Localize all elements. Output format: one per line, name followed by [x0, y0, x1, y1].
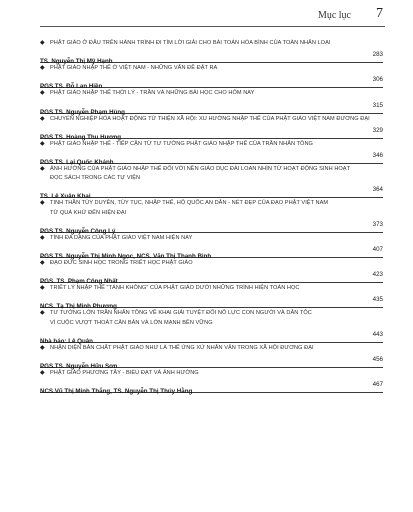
toc-entry-author: PGS.TS. Nguyễn Hữu Sơn	[40, 363, 118, 371]
toc-entry-title	[40, 234, 383, 243]
toc-entry-page-number: 364	[372, 186, 383, 194]
toc-entry[interactable]	[40, 114, 383, 139]
diamond-bullet-icon	[40, 371, 45, 376]
toc-entry-title-line: PHẬT GIÁO Ở ĐÂU TRÊN HÀNH TRÌNH ĐI TÌM LỜI GIẢI CHO BÀI TOÁN HÒA BÌNH CỦA TOÀN NHÂN LOẠI	[50, 40, 331, 46]
toc-entry-title-line: CHUYỂN NGHIỆP HÓA HOẠT ĐỘNG TỪ THIỆN XÃ HỘI: XU HƯỚNG NHẬP THẾ CỦA PHẬT GIÁO VIỆT NAM ĐƯƠNG ĐẠI	[50, 115, 370, 122]
toc-entry[interactable]	[40, 139, 383, 167]
toc-entry-title	[40, 284, 383, 293]
toc-entry-title-line: TINH THẦN TÙY DUYÊN, TÙY TỤC, NHẬP THẾ, HỘ QUỐC AN DÂN - NÉT ĐẸP CỦA ĐẠO PHẬT VIỆT NAM	[50, 200, 329, 207]
toc-entry-title-line: ĐẠO ĐỨC SINH HỌC TRONG TRIẾT HỌC PHẬT GIÁO	[50, 260, 193, 267]
diamond-bullet-icon	[40, 261, 45, 266]
diamond-bullet-icon	[40, 142, 45, 147]
toc-entry-author-row	[40, 101, 383, 116]
toc-entry-author: PGS.TS. Lại Quốc Khánh	[40, 159, 114, 167]
toc-entry-title	[40, 199, 383, 217]
toc-entry-title-line: PHẬT GIÁO NHẬP THẾ - TIẾP CẬN TỪ TƯ TƯỞNG PHẬT GIÁO NHẬP THẾ CỦA TRẦN NHÂN TÔNG	[50, 140, 313, 147]
toc-entry-author-row	[40, 50, 383, 66]
toc-entry-title-line: NHẬN DIỆN BẢN CHẤT PHẬT GIÁO NHƯ LÀ THẾ ỨNG XỬ NHÂN VĂN TRONG XÃ HỘI ĐƯƠNG ĐẠI	[50, 344, 314, 351]
toc-entry-author-row	[40, 126, 383, 141]
toc-entry-author-row	[40, 75, 383, 91]
toc-entry[interactable]	[40, 198, 383, 235]
table-of-contents	[40, 38, 383, 396]
diamond-bullet-icon	[40, 311, 45, 316]
page-number: 7	[376, 6, 383, 21]
toc-entry-title-line: ĐỌC SÁCH TRONG CÁC TỰ VIỆN	[50, 175, 141, 182]
toc-entry-author: NCS. Tạ Thị Minh Phương	[40, 303, 117, 311]
toc-entry[interactable]	[40, 283, 383, 311]
toc-entry[interactable]	[40, 88, 383, 116]
toc-entry-author: Nhà báo: Lê Quân	[40, 337, 93, 345]
toc-entry-author: PGS.TS. Nguyễn Công Lý	[40, 227, 116, 235]
toc-entry-author-row	[40, 380, 383, 396]
toc-entry-page-number: 346	[372, 152, 383, 160]
toc-entry-title	[40, 259, 383, 268]
toc-entry-author: TS. Lê Xuân Khai	[40, 193, 91, 201]
toc-entry-title	[40, 369, 383, 378]
toc-entry[interactable]	[40, 63, 383, 91]
toc-entry-title-line: TƯ TƯỞNG LỚN TRẦN NHÂN TÔNG VỀ KHAI GIẢI TUYỆT ĐỐI NỖ LỰC CON NGƯỜI VÀ DÂN TỘC	[50, 310, 312, 317]
toc-entry-author-row	[40, 151, 383, 167]
toc-entry-author: TS. Nguyễn Thị Mỹ Hạnh	[40, 58, 113, 66]
diamond-bullet-icon	[40, 286, 45, 291]
toc-entry-page-number: 407	[372, 246, 383, 254]
toc-entry-title-line: ẢNH HƯỞNG CỦA PHẬT GIÁO NHẬP THẾ ĐỐI VỚI NỀN GIÁO DỤC ĐÀI LOAN NHÌN TỪ HOẠT ĐỘNG SINH HOẠT	[50, 166, 351, 173]
toc-entry-title-line: TRIẾT LÝ NHẬP THẾ "TÁNH KHÔNG" CỦA PHẬT GIÁO DƯỚI NHỮNG TRÌNH HIỆN TOÁN HỌC	[50, 285, 300, 292]
diamond-bullet-icon	[40, 41, 45, 46]
section-title: Mục lục	[317, 10, 351, 21]
toc-entry[interactable]	[40, 368, 383, 396]
toc-entry-author-row	[40, 185, 383, 201]
toc-entry-title	[40, 89, 383, 98]
toc-entry-title-line: TỪ QUÁ KHỨ ĐẾN HIỆN ĐẠI	[50, 209, 127, 216]
toc-entry-title-line: PHẬT GIÁO NHẬP THẾ Ở VIỆT NAM - NHỮNG VẤN ĐỀ ĐẶT RA	[50, 65, 218, 72]
diamond-bullet-icon	[40, 167, 45, 172]
toc-entry-author-row	[40, 355, 383, 371]
toc-entry[interactable]	[40, 38, 383, 66]
toc-entry-title	[40, 64, 383, 73]
toc-entry-title-line: PHẬT GIÁO NHẬP THẾ THỜI LÝ - TRẦN VÀ NHỮNG BÀI HỌC CHO HÔM NAY	[50, 90, 255, 97]
toc-entry-author-row	[40, 220, 383, 235]
page-header	[40, 6, 385, 27]
toc-entry-title	[40, 39, 383, 48]
toc-entry[interactable]	[40, 164, 383, 201]
toc-entry-page-number: 373	[372, 220, 383, 228]
toc-entry-author-row	[40, 295, 383, 311]
toc-entry-page-number: 435	[372, 296, 383, 304]
toc-entry-page-number: 423	[372, 271, 383, 279]
toc-entry-page-number: 315	[372, 101, 383, 109]
diamond-bullet-icon	[40, 201, 45, 206]
toc-entry-page-number: 443	[372, 330, 383, 338]
toc-entry-author-row	[40, 270, 383, 286]
diamond-bullet-icon	[40, 117, 45, 122]
toc-entry[interactable]	[40, 343, 383, 371]
toc-entry-author: PGS.TS. Nguyễn Thị Minh Ngọc, NCS. Văn Thị Thanh Bình	[40, 253, 212, 261]
toc-entry-page-number: 283	[372, 51, 383, 59]
toc-entry-author: PGS.TS. Nguyễn Phạm Hùng	[40, 108, 125, 116]
toc-entry-author: PGS.TS. Hoàng Thu Hương	[40, 133, 122, 141]
diamond-bullet-icon	[40, 346, 45, 351]
toc-entry-title	[40, 344, 383, 353]
toc-entry-title-line: VÌ CUỘC VƯỢT THOÁT CĂN BẢN VÀ LỚN MẠNH BỀN VỮNG	[50, 319, 213, 326]
toc-entry[interactable]	[40, 233, 383, 261]
toc-entry-page-number: 329	[372, 126, 383, 134]
toc-entry-page-number: 456	[372, 356, 383, 364]
toc-entry-author: NCS.Vũ Thị Minh Thắng, TS. Nguyễn Thị Thúy Hằng	[40, 388, 193, 396]
toc-entry-title-line: PHẬT GIÁO PHƯƠNG TÂY - BIỂU ĐẠT VÀ ẢNH HƯỞNG	[50, 370, 199, 377]
toc-entry-page-number: 467	[372, 381, 383, 389]
toc-entry-author: PGS. TS. Phạm Công Nhất	[40, 278, 118, 286]
toc-entry-title	[40, 140, 383, 149]
diamond-bullet-icon	[40, 91, 45, 96]
toc-entry-title	[40, 309, 383, 327]
toc-entry-page-number: 306	[372, 76, 383, 84]
toc-entry-title	[40, 165, 383, 183]
toc-entry-author-row	[40, 330, 383, 345]
toc-entry-author-row	[40, 245, 383, 261]
toc-entry-title	[40, 115, 383, 124]
diamond-bullet-icon	[40, 66, 45, 71]
toc-entry-title-line: TÍNH ĐA DẠNG CỦA PHẬT GIÁO VIỆT NAM HIỆN NAY	[50, 234, 193, 241]
toc-entry[interactable]	[40, 258, 383, 286]
toc-entry-author: PGS.TS. Đỗ Lan Hiền	[40, 83, 103, 91]
toc-entry[interactable]	[40, 308, 383, 345]
diamond-bullet-icon	[40, 236, 45, 241]
